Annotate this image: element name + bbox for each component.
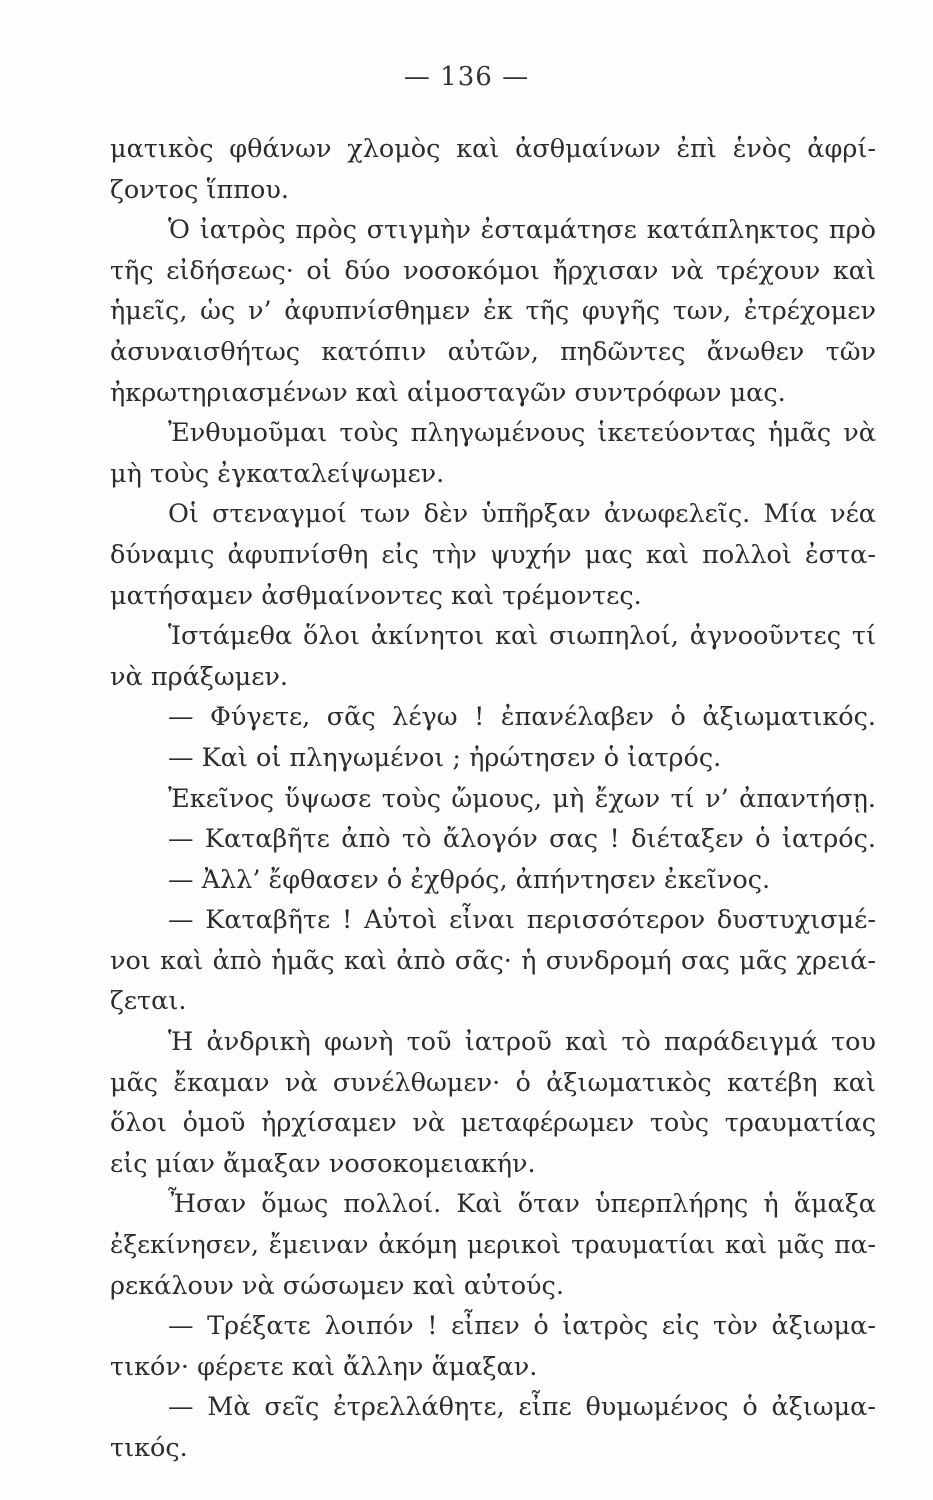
text-line: — Καταβῆτε ! Αὐτοὶ εἶναι περισσότερον δυστυχισμέ- [168, 905, 876, 936]
text-line: τικός. [110, 1433, 188, 1463]
body-text [110, 129, 876, 1469]
text-line: Ἱστάμεθα ὅλοι ἀκίνητοι καὶ σιωπηλοί, ἀγνοοῦντες τί [168, 621, 876, 652]
text-line: δύναμις ἀφυπνίσθη εἰς τὴν ψυχήν μας καὶ πολλοὶ ἐστα- [110, 539, 876, 570]
text-line: ζεται. [110, 986, 187, 1017]
text-line: ματικὸς φθάνων χλομὸς καὶ ἀσθμαίνων ἐπὶ ἑνὸς ἀφρί- [110, 134, 876, 164]
page-number: — 136 — [403, 62, 530, 92]
text-line: Ἐνθυμοῦμαι τοὺς πληγωμένους ἱκετεύοντας ἡμᾶς νὰ [168, 418, 876, 449]
text-line: τικόν· φέρετε καὶ ἄλλην ἅμαξαν. [110, 1351, 538, 1382]
text-line: νὰ πράξωμεν. [110, 661, 289, 692]
text-line: εἰς μίαν ἄμαξαν νοσοκομειακήν. [110, 1148, 536, 1179]
text-line: ἡμεῖς, ὡς ν’ ἀφυπνίσθημεν ἐκ τῆς φυγῆς των, ἐτρέχομεν [110, 296, 876, 327]
text-line: Ἡ ἀνδρικὴ φωνὴ τοῦ ἰατροῦ καὶ τὸ παράδειγμά του [168, 1027, 876, 1058]
text-line: Ἦσαν ὅμως πολλοί. Καὶ ὅταν ὑπερπλήρης ἡ ἅμαξα [168, 1189, 876, 1220]
text-line: ζοντος ἵππου. [110, 174, 289, 205]
text-line: — Καταβῆτε ἀπὸ τὸ ἄλογόν σας ! διέταξεν ὁ ἰατρός. [168, 824, 876, 855]
text-line: — Ἀλλ’ ἔφθασεν ὁ ἐχθρός, ἀπήντησεν ἐκεῖνος. [168, 864, 771, 895]
text-line: — Καὶ οἱ πληγωμένοι ; ἠρώτησεν ὁ ἰατρός. [168, 742, 722, 773]
text-line: ἀσυναισθήτως κατόπιν αὐτῶν, πηδῶντες ἄνωθεν τῶν [110, 336, 876, 367]
text-line: μᾶς ἔκαμαν νὰ συνέλθωμεν· ὁ ἀξιωματικὸς κατέβη καὶ [110, 1067, 876, 1098]
text-line: ὅλοι ὁμοῦ ἠρχίσαμεν νὰ μεταφέρωμεν τοὺς τραυματίας [110, 1108, 876, 1139]
text-line: Ὁ ἰατρὸς πρὸς στιγμὴν ἐσταμάτησε κατάπληκτος πρὸ [168, 215, 876, 246]
text-line: Ἐκεῖνος ὕψωσε τοὺς ὤμους, μὴ ἔχων τί ν’ ἀπαντήσῃ. [168, 783, 876, 814]
text-line: — Τρέξατε λοιπόν ! εἶπεν ὁ ἰατρὸς εἰς τὸν ἀξιωμα- [168, 1311, 876, 1342]
text-line: ρεκάλουν νὰ σώσωμεν καὶ αὐτούς. [110, 1270, 564, 1301]
text-line: — Μὰ σεῖς ἐτρελλάθητε, εἶπε θυμωμένος ὁ ἀξιωμα- [168, 1392, 876, 1423]
text-line: Οἱ στεναγμοί των δὲν ὑπῆρξαν ἀνωφελεῖς. Μία νέα [168, 499, 876, 530]
text-line: ἠκρωτηριασμένων καὶ αἱμοσταγῶν συντρόφων μας. [110, 377, 786, 408]
text-line: νοι καὶ ἀπὸ ἡμᾶς καὶ ἀπὸ σᾶς· ἡ συνδρομή σας μᾶς χρειά- [110, 945, 876, 976]
text-line: — Φύγετε, σᾶς λέγω ! ἐπανέλαβεν ὁ ἀξιωματικός. [168, 702, 876, 733]
text-line: τῆς εἰδήσεως· οἱ δύο νοσοκόμοι ἤρχισαν νὰ τρέχουν καὶ [110, 255, 876, 286]
text-line: ἐξεκίνησεν, ἔμειναν ἀκόμη μερικοὶ τραυματίαι καὶ μᾶς πα- [110, 1230, 876, 1260]
text-line: ματήσαμεν ἀσθμαίνοντες καὶ τρέμοντες. [110, 580, 642, 611]
text-line: μὴ τοὺς ἐγκαταλείψωμεν. [110, 458, 445, 489]
